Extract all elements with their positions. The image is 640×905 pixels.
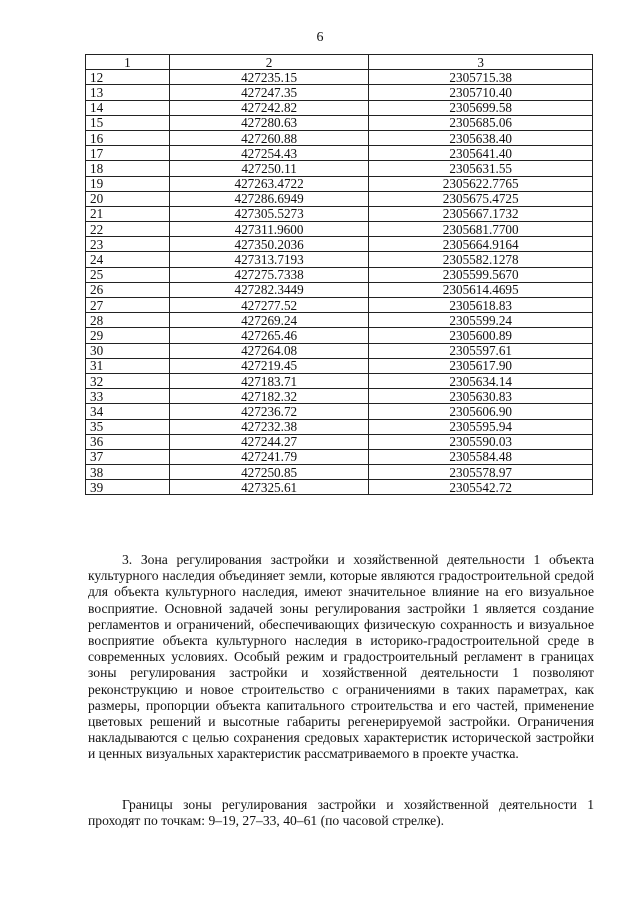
point-number-cell: 26 [86,282,170,297]
y-coordinate-cell: 2305617.90 [369,358,593,373]
point-number-cell: 15 [86,115,170,130]
point-number-cell: 32 [86,373,170,388]
point-number-cell: 36 [86,434,170,449]
y-coordinate-cell: 2305667.1732 [369,206,593,221]
x-coordinate-cell: 427250.11 [169,161,369,176]
table-row [86,146,593,161]
x-coordinate-cell: 427241.79 [169,449,369,464]
y-coordinate-cell: 2305599.24 [369,313,593,328]
x-coordinate-cell: 427264.08 [169,343,369,358]
table-row [86,419,593,434]
x-coordinate-cell: 427280.63 [169,115,369,130]
point-number-cell: 17 [86,146,170,161]
table-row [86,176,593,191]
x-coordinate-cell: 427282.3449 [169,282,369,297]
coordinates-table [85,54,593,495]
x-coordinate-cell: 427236.72 [169,404,369,419]
y-coordinate-cell: 2305630.83 [369,389,593,404]
point-number-cell: 20 [86,191,170,206]
y-coordinate-cell: 2305710.40 [369,85,593,100]
x-coordinate-cell: 427311.9600 [169,222,369,237]
x-coordinate-cell: 427275.7338 [169,267,369,282]
table-row [86,282,593,297]
y-coordinate-cell: 2305595.94 [369,419,593,434]
y-coordinate-cell: 2305631.55 [369,161,593,176]
y-coordinate-cell: 2305582.1278 [369,252,593,267]
y-coordinate-cell: 2305578.97 [369,465,593,480]
zone-description-paragraph [88,552,594,763]
table-row [86,389,593,404]
y-coordinate-cell: 2305618.83 [369,298,593,313]
point-number-cell: 28 [86,313,170,328]
x-coordinate-cell: 427260.88 [169,130,369,145]
table-row [86,313,593,328]
table-row [86,161,593,176]
zone-boundaries-paragraph [88,797,594,829]
y-coordinate-cell: 2305638.40 [369,130,593,145]
point-number-cell: 24 [86,252,170,267]
paragraph-text: Границы зоны регулирования застройки и хозяйственной деятельности 1 проходят по точкам: 9–19, 27–33, 40–61 (по часовой стрелке). [88,797,594,829]
table-row [86,237,593,252]
x-coordinate-cell: 427182.32 [169,389,369,404]
table-row [86,252,593,267]
column-header-x: 2 [169,55,369,70]
x-coordinate-cell: 427269.24 [169,313,369,328]
table-row [86,222,593,237]
x-coordinate-cell: 427232.38 [169,419,369,434]
table-row [86,373,593,388]
y-coordinate-cell: 2305715.38 [369,70,593,85]
table-row [86,434,593,449]
y-coordinate-cell: 2305600.89 [369,328,593,343]
y-coordinate-cell: 2305584.48 [369,449,593,464]
y-coordinate-cell: 2305597.61 [369,343,593,358]
table-row [86,465,593,480]
point-number-cell: 21 [86,206,170,221]
point-number-cell: 33 [86,389,170,404]
point-number-cell: 12 [86,70,170,85]
point-number-cell: 14 [86,100,170,115]
y-coordinate-cell: 2305675.4725 [369,191,593,206]
table-row [86,191,593,206]
x-coordinate-cell: 427325.61 [169,480,369,495]
point-number-cell: 35 [86,419,170,434]
x-coordinate-cell: 427313.7193 [169,252,369,267]
x-coordinate-cell: 427235.15 [169,70,369,85]
y-coordinate-cell: 2305681.7700 [369,222,593,237]
table-row [86,130,593,145]
table-row [86,358,593,373]
x-coordinate-cell: 427244.27 [169,434,369,449]
point-number-cell: 19 [86,176,170,191]
y-coordinate-cell: 2305542.72 [369,480,593,495]
point-number-cell: 34 [86,404,170,419]
table-row [86,206,593,221]
paragraph-text: 3. Зона регулирования застройки и хозяйственной деятельности 1 объекта культурного наследия объединяет земли, которые являются градостроительной средой для объекта культурного наследия, имеют значительное влияние на его визуальное восприятие. Основной задачей зоны регулирования застройки 1 является создание регламентов и ограничений, обеспечивающих физическую сохранность и визуальное восприятие объекта культурного наследия в историко-градостроительной среде в современных условиях. Особый режим и градостроительный регламент в границах зоны регулирования застройки и хозяйственной деятельности 1 позволяют реконструкцию и новое строительство с ограничениями в таких параметрах, как размеры, пропорции объекта капитального строительства и его частей, применение цветовых решений и высотные габариты регенерируемой застройки. Ограничения накладываются с целью сохранения средовых характеристик исторической застройки и ценных визуальных характеристик рассматриваемого в проекте участка. [88,552,594,762]
table-row [86,480,593,495]
table-row [86,85,593,100]
x-coordinate-cell: 427183.71 [169,373,369,388]
point-number-cell: 39 [86,480,170,495]
table-body [86,70,593,495]
y-coordinate-cell: 2305641.40 [369,146,593,161]
x-coordinate-cell: 427263.4722 [169,176,369,191]
y-coordinate-cell: 2305599.5670 [369,267,593,282]
x-coordinate-cell: 427250.85 [169,465,369,480]
point-number-cell: 38 [86,465,170,480]
x-coordinate-cell: 427242.82 [169,100,369,115]
point-number-cell: 30 [86,343,170,358]
table-row [86,343,593,358]
point-number-cell: 27 [86,298,170,313]
point-number-cell: 16 [86,130,170,145]
point-number-cell: 18 [86,161,170,176]
x-coordinate-cell: 427254.43 [169,146,369,161]
table-row [86,328,593,343]
table-row [86,115,593,130]
y-coordinate-cell: 2305664.9164 [369,237,593,252]
x-coordinate-cell: 427305.5273 [169,206,369,221]
point-number-cell: 25 [86,267,170,282]
point-number-cell: 23 [86,237,170,252]
point-number-cell: 37 [86,449,170,464]
x-coordinate-cell: 427277.52 [169,298,369,313]
y-coordinate-cell: 2305699.58 [369,100,593,115]
x-coordinate-cell: 427286.6949 [169,191,369,206]
y-coordinate-cell: 2305622.7765 [369,176,593,191]
column-header-point: 1 [86,55,170,70]
point-number-cell: 13 [86,85,170,100]
x-coordinate-cell: 427247.35 [169,85,369,100]
table-row [86,70,593,85]
point-number-cell: 29 [86,328,170,343]
x-coordinate-cell: 427265.46 [169,328,369,343]
x-coordinate-cell: 427350.2036 [169,237,369,252]
column-header-y: 3 [369,55,593,70]
point-number-cell: 22 [86,222,170,237]
table-row [86,404,593,419]
y-coordinate-cell: 2305606.90 [369,404,593,419]
y-coordinate-cell: 2305590.03 [369,434,593,449]
y-coordinate-cell: 2305614.4695 [369,282,593,297]
table-row [86,267,593,282]
page-number: 6 [316,30,324,45]
table-row [86,298,593,313]
table-header-row [86,55,593,70]
x-coordinate-cell: 427219.45 [169,358,369,373]
table-row [86,449,593,464]
y-coordinate-cell: 2305634.14 [369,373,593,388]
point-number-cell: 31 [86,358,170,373]
y-coordinate-cell: 2305685.06 [369,115,593,130]
table-row [86,100,593,115]
